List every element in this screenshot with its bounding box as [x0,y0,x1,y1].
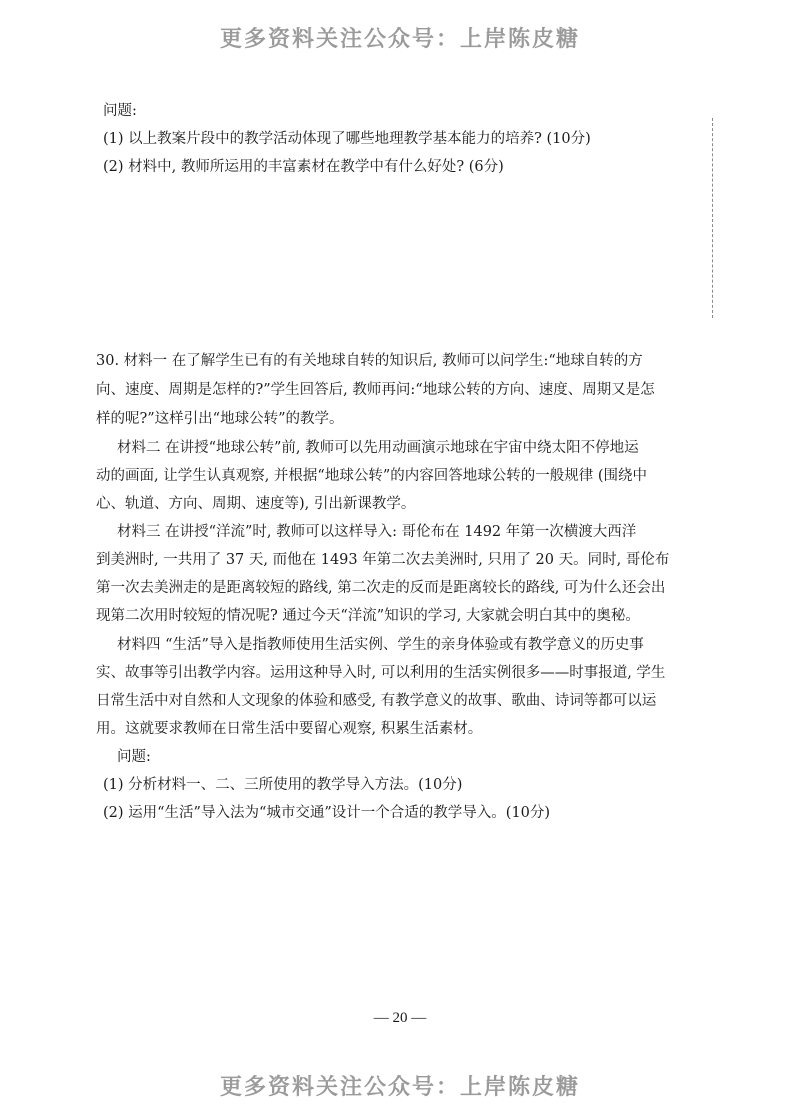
q30-subquestion-1: (1) 分析材料一、二、三所使用的教学导入方法。(10分) [103,777,463,793]
q30-subquestion-2: (2) 运用“生活”导入法为“城市交通”设计一个合适的教学导入。(10分) [103,805,551,821]
q30-prompt: 问题: [117,749,151,765]
q29-subquestion-1: (1) 以上教案片段中的教学活动体现了哪些地理教学基本能力的培养? (10分) [103,131,591,147]
q30-material-1-line-2: 向、速度、周期是怎样的?”学生回答后, 教师再问:“地球公转的方向、速度、周期又是怎 [96,382,655,398]
q30-material-4-line-2: 实、故事等引出教学内容。运用这种导入时, 可以利用的生活实例很多——时事报道, 学生 [96,665,666,681]
q30-material-4-line-4: 用。这就要求教师在日常生活中要留心观察, 积累生活素材。 [96,721,483,737]
watermark-top: 更多资料关注公众号：上岸陈皮糖 [219,27,580,52]
q30-material-2-line-1: 材料二 在讲授“地球公转”前, 教师可以先用动画演示地球在宇宙中绕太阳不停地运 [117,440,639,456]
q30-material-1-line-1: 30. 材料一 在了解学生已有的有关地球自转的知识后, 教师可以问学生:“地球自转的方 [96,353,643,369]
q30-material-3-line-1: 材料三 在讲授“洋流”时, 教师可以这样导入: 哥伦布在 1492 年第一次横渡大西洋 [117,524,637,540]
q29-subquestion-2: (2) 材料中, 教师所运用的丰富素材在教学中有什么好处? (6分) [103,159,504,175]
watermark-bottom: 更多资料关注公众号：上岸陈皮糖 [219,1075,580,1100]
q29-prompt: 问题: [103,103,137,119]
q30-material-4-line-1: 材料四 “生活”导入是指教师使用生活实例、学生的亲身体验或有教学意义的历史事 [117,637,644,653]
q30-material-3-line-2: 到美洲时, 一共用了 37 天, 而他在 1493 年第二次去美洲时, 只用了 20 天。同时, 哥伦布 [96,552,670,568]
q30-material-3-line-3: 第一次去美洲走的是距离较短的路线, 第二次走的反而是距离较长的路线, 可为什么还会出 [96,580,666,596]
q30-material-1-line-3: 样的呢?”这样引出“地球公转”的教学。 [96,411,344,427]
q30-material-4-line-3: 日常生活中对自然和人文现象的体验和感受, 有教学意义的故事、歌曲、诗词等都可以运 [96,693,657,709]
page-number: — 20 — [373,1010,427,1026]
q30-material-2-line-3: 心、轨道、方向、周期、速度等), 引出新课教学。 [96,496,416,512]
q30-material-2-line-2: 动的画面, 让学生认真观察, 并根据“地球公转”的内容回答地球公转的一般规律 (围绕中 [96,468,648,484]
q30-material-3-line-4: 现第二次用时较短的情况呢? 通过今天“洋流”知识的学习, 大家就会明白其中的奥秘。 [96,608,640,624]
